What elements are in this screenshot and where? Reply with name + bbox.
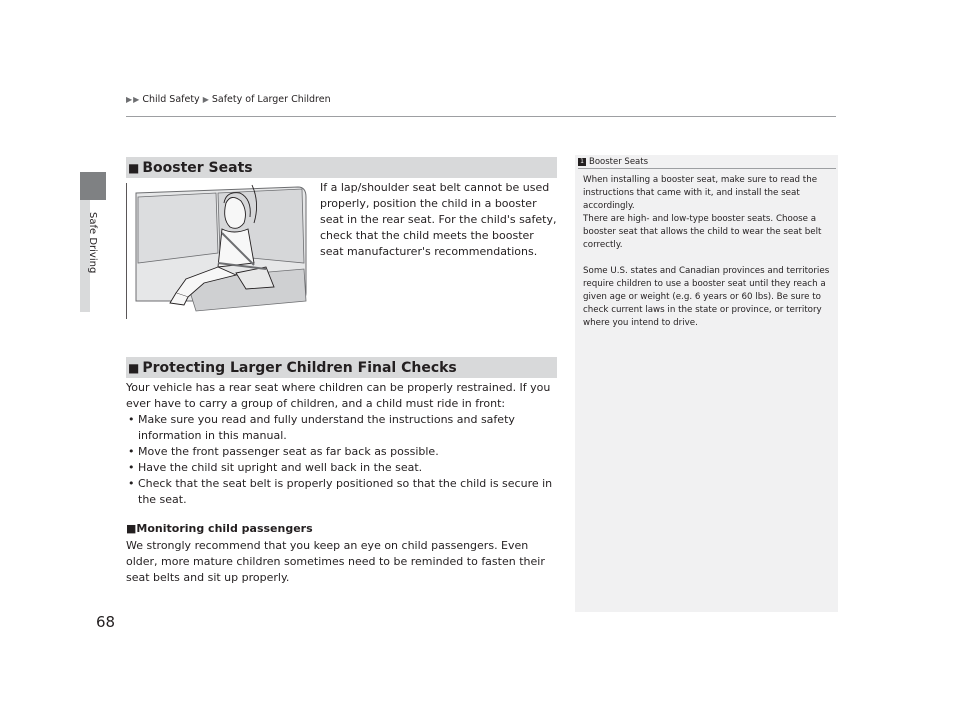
sidebar-divider <box>578 168 836 169</box>
side-tab-label: Safe Driving <box>87 212 98 274</box>
breadcrumb-item-child-safety[interactable]: Child Safety <box>142 94 200 105</box>
sidebar-title <box>578 157 648 167</box>
subheading-text: Monitoring child passengers <box>136 522 313 535</box>
breadcrumb <box>126 94 331 105</box>
final-checks-body <box>126 380 561 508</box>
booster-intro-text: If a lap/shoulder seat belt cannot be used properly, position the child in a booster seat in the rear seat. For the child's safety, check that the child meets the booster seat manufacturer's recommendations. <box>320 181 557 258</box>
page-number: 68 <box>96 613 116 631</box>
section-heading-final-checks <box>126 357 557 378</box>
final-checks-paragraph: Your vehicle has a rear seat where children can be properly restrained. If you ever have to carry a group of children, and a child must ride in front: <box>126 381 551 410</box>
list-item: • Have the child sit upright and well back in the seat. <box>126 460 561 476</box>
booster-seat-illustration <box>126 183 308 319</box>
sidebar-paragraph: Some U.S. states and Canadian provinces and territories require children to use a booster seat until they reach a given age or weight (e.g. 6 years or 60 lbs). Be sure to check current laws in the state or province, or territory where you intend to drive. <box>583 266 830 328</box>
section-heading-text: Protecting Larger Children Final Checks <box>142 359 457 376</box>
square-bullet-icon: ■ <box>126 522 137 535</box>
list-item: • Move the front passenger seat as far back as possible. <box>126 444 561 460</box>
sidebar-title-text: Booster Seats <box>589 157 649 167</box>
sidebar-paragraph: There are high- and low-type booster seats. Choose a booster seat that allows the child to wear the seat belt correctly. <box>583 214 822 250</box>
subheading-monitoring <box>126 522 313 535</box>
list-item: • Check that the seat belt is properly positioned so that the child is secure in the seat. <box>126 476 561 508</box>
square-bullet-icon: ■ <box>128 360 140 375</box>
monitoring-paragraph: We strongly recommend that you keep an eye on child passengers. Even older, more mature children sometimes need to be reminded to fasten their seat belts and sit up properly. <box>126 539 545 584</box>
side-tab-marker <box>80 172 106 200</box>
header-divider <box>126 116 836 117</box>
breadcrumb-item-larger-children[interactable]: Safety of Larger Children <box>211 94 331 105</box>
breadcrumb-arrow-icon: ▶ <box>202 95 209 104</box>
square-bullet-icon: ■ <box>128 160 140 175</box>
section-heading-booster <box>126 157 557 178</box>
reference-icon: 1 <box>578 158 586 166</box>
sidebar-body <box>583 174 833 330</box>
section-heading-text: Booster Seats <box>142 159 253 176</box>
breadcrumb-arrow-icon: ▶ <box>133 95 140 104</box>
list-item: • Make sure you read and fully understand the instructions and safety information in this manual. <box>126 412 561 444</box>
breadcrumb-arrow-icon: ▶ <box>126 95 133 104</box>
final-checks-list <box>126 412 561 508</box>
sidebar-paragraph: When installing a booster seat, make sure to read the instructions that came with it, and install the seat accordingly. <box>583 175 818 211</box>
